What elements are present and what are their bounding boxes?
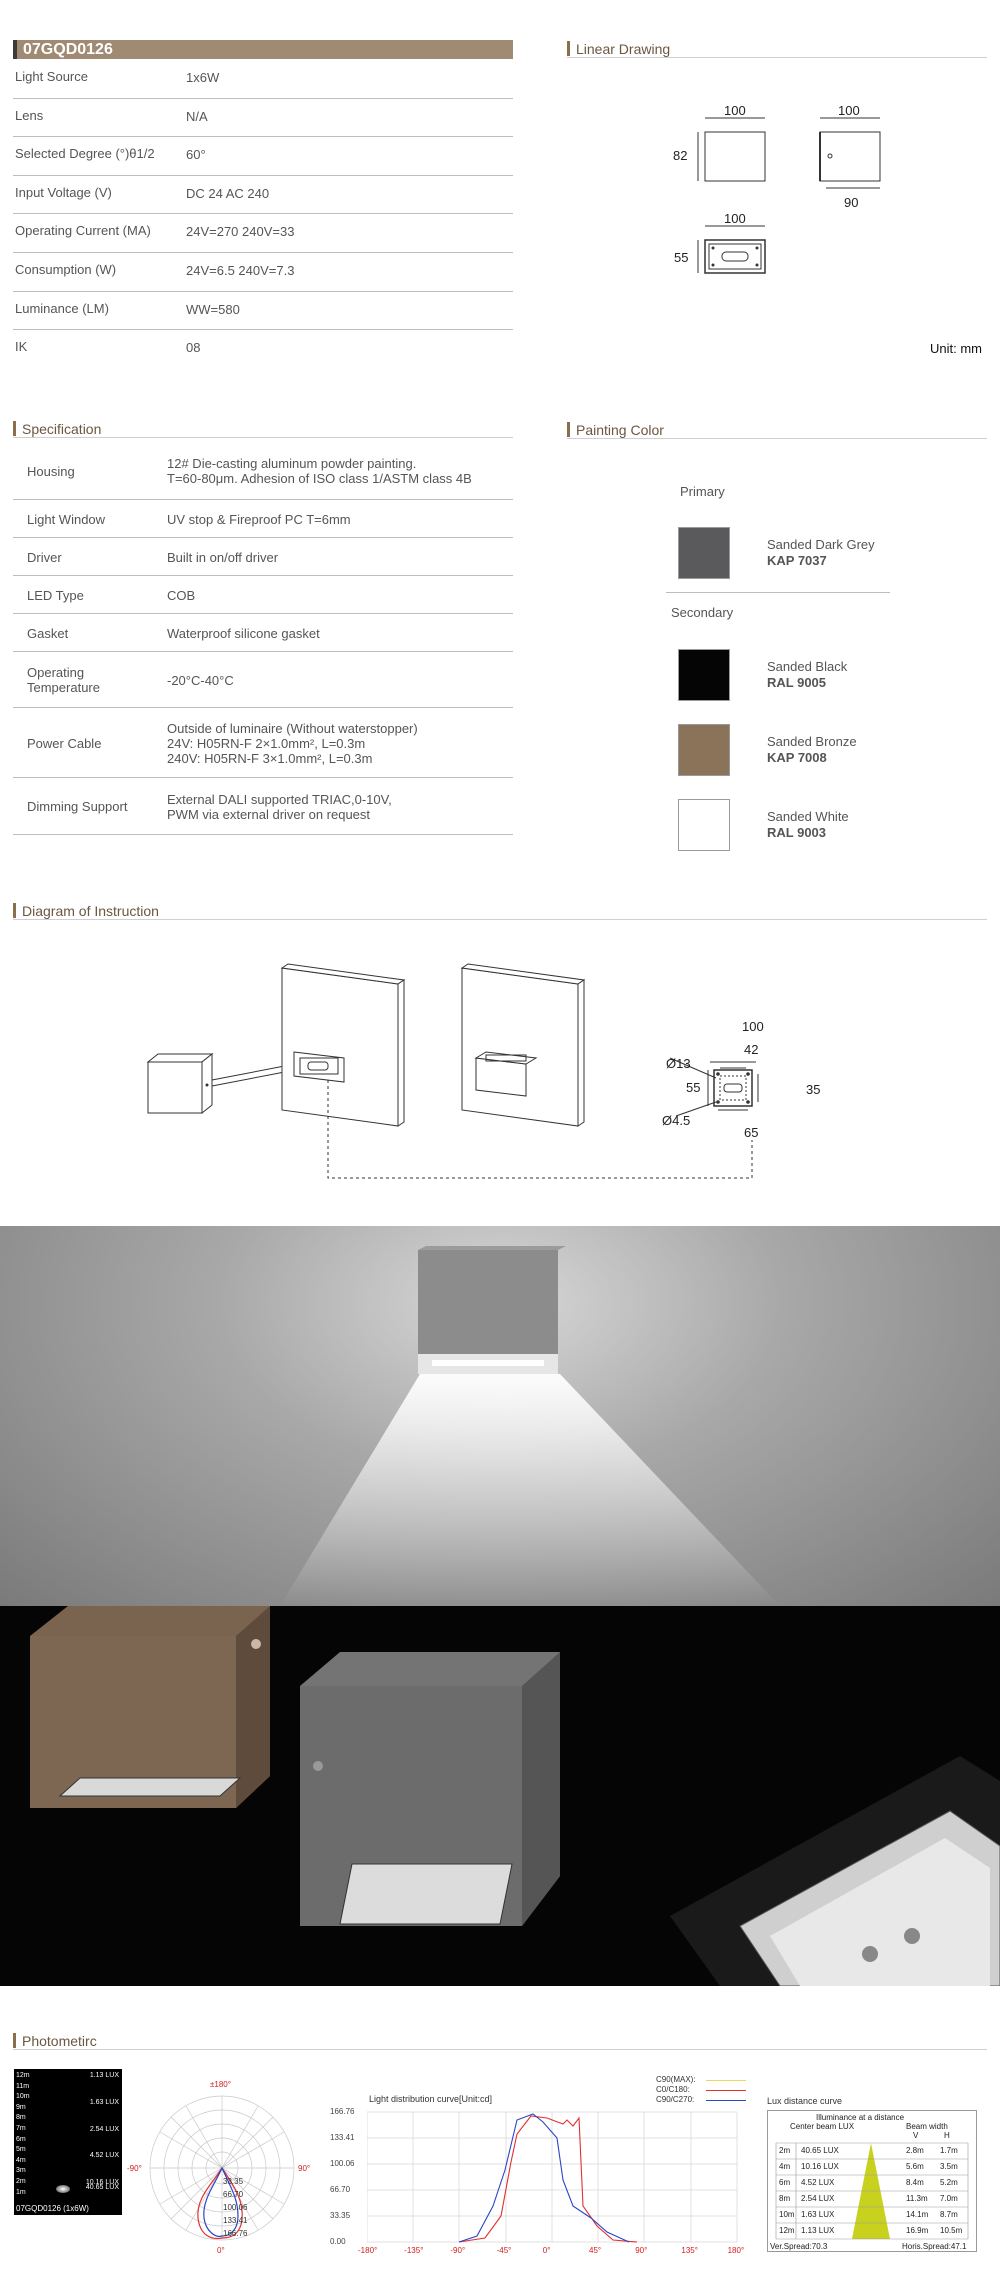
param-row <box>13 99 513 138</box>
param-value: 60° <box>186 147 206 163</box>
lux-dist-cell-lux: 1.13 LUX <box>801 2226 835 2235</box>
spec-value: 12# Die-casting aluminum powder painting. T=60-80μm. Adhesion of ISO class 1/ASTM class 4B <box>167 456 472 486</box>
lux-dist-cell-d: 4m <box>779 2162 791 2171</box>
spec-key: LED Type <box>27 587 84 603</box>
spec-key: Driver <box>27 549 62 565</box>
unit-label: Unit: mm <box>930 341 982 356</box>
lux-value-label: 1.63 LUX <box>89 2099 119 2106</box>
lux-distance-table <box>767 2110 977 2252</box>
color-swatch <box>678 527 730 579</box>
lux-dist-cell-d: 6m <box>779 2178 791 2187</box>
product-photo-wall <box>0 1226 1000 1606</box>
spec-row <box>13 708 513 778</box>
lux-dist-cell-h: 8.7m <box>940 2210 958 2219</box>
spec-key: Power Cable <box>27 735 102 751</box>
polar-right-label: 90° <box>298 2164 311 2173</box>
lux-dist-cell-lux: 4.52 LUX <box>801 2178 835 2187</box>
lux-dist-cell-lux: 10.16 LUX <box>801 2162 839 2171</box>
lux-dist-cell-h: 3.5m <box>940 2162 958 2171</box>
spec-value: -20°C-40°C <box>167 672 234 688</box>
lux-distance-label: 10m <box>16 2093 30 2101</box>
lux-dist-cell-v: 2.8m <box>906 2146 924 2155</box>
color-swatch <box>678 799 730 851</box>
curve-y-tick: 100.06 <box>330 2159 355 2168</box>
lux-dist-cell-d: 8m <box>779 2194 791 2203</box>
param-key: Luminance (LM) <box>15 300 109 316</box>
lux-dist-cell-h: 1.7m <box>940 2146 958 2155</box>
lux-distance-title: Lux distance curve <box>767 2096 843 2106</box>
spec-value: External DALI supported TRIAC,0-10V, PWM via external driver on request <box>167 791 392 822</box>
lux-light-icon <box>56 2185 70 2193</box>
lux-dist-cell-v: 8.4m <box>906 2178 924 2187</box>
param-row <box>13 253 513 292</box>
lux-dist-cell-v: 5.6m <box>906 2162 924 2171</box>
param-value: 1x6W <box>186 70 220 85</box>
color-name: Sanded White <box>767 809 849 824</box>
lux-value-label: 4.52 LUX <box>89 2152 119 2159</box>
lux-distance-label: 11m <box>16 2082 30 2090</box>
lux-dist-cell-h: 7.0m <box>940 2194 958 2203</box>
lux-value-label: 1.13 LUX <box>89 2072 119 2079</box>
polar-ring-label: 100.06 <box>223 2203 248 2212</box>
spec-key: Operating Temperature <box>27 665 100 695</box>
color-name: Sanded Black <box>767 659 848 674</box>
param-row <box>13 60 513 99</box>
param-key: Operating Current (MA) <box>15 223 151 239</box>
color-divider <box>666 592 890 593</box>
color-swatch <box>678 649 730 701</box>
secondary-label: Secondary <box>671 605 734 620</box>
lux-distance-label: 4m <box>16 2156 26 2164</box>
primary-label: Primary <box>680 484 725 499</box>
lux-dist-cell-d: 10m <box>779 2210 795 2219</box>
param-row <box>13 214 513 253</box>
spec-key: Dimming Support <box>27 799 128 814</box>
dim-bottom-height: 55 <box>674 250 689 265</box>
param-row <box>13 292 513 331</box>
spec-value: UV stop & Fireproof PC T=6mm <box>167 511 351 527</box>
curve-y-tick: 0.00 <box>330 2237 346 2246</box>
inst-dim-width: 100 <box>742 1019 764 1034</box>
color-code: RAL 9003 <box>767 825 827 840</box>
inst-dim-spacing: 65 <box>744 1125 759 1140</box>
param-key: Consumption (W) <box>15 262 117 277</box>
param-key: Input Voltage (V) <box>15 184 112 200</box>
lux-dist-v: V <box>913 2131 919 2140</box>
distribution-curve <box>367 2110 747 2247</box>
spec-row <box>13 652 513 708</box>
lux-value-label: 10.16 LUX <box>85 2179 119 2186</box>
curve-title: Light distribution curve[Unit:cd] <box>369 2094 493 2104</box>
spec-row <box>13 500 513 538</box>
dim-front-width: 100 <box>724 103 746 118</box>
curve-y-tick: 66.70 <box>330 2185 351 2194</box>
instruction-diagram <box>140 960 800 1190</box>
param-value: DC 24 AC 240 <box>186 185 270 201</box>
lux-dist-h: H <box>944 2131 950 2140</box>
curve-legend-line <box>706 2100 746 2101</box>
polar-ring-label: 33.35 <box>223 2177 244 2186</box>
param-key: Light Source <box>15 69 88 84</box>
param-value: 24V=270 240V=33 <box>186 224 295 240</box>
curve-x-tick: 90° <box>635 2246 648 2255</box>
curve-legend-line <box>706 2090 746 2091</box>
param-value: N/A <box>186 108 208 124</box>
spec-value: Built in on/off driver <box>167 549 279 565</box>
painting-color-heading: Painting Color <box>567 421 987 439</box>
linear-drawing <box>660 100 900 280</box>
dim-bottom-width: 100 <box>724 211 746 226</box>
model-title: 07GQD0126 <box>13 40 513 59</box>
lux-dist-cell-d: 2m <box>779 2146 791 2155</box>
curve-legend-line <box>706 2080 746 2081</box>
spec-row <box>13 538 513 576</box>
param-value: WW=580 <box>186 301 240 317</box>
ver-spread: Ver.Spread:70.3 <box>770 2242 828 2251</box>
polar-ring-label: 133.41 <box>223 2216 248 2225</box>
product-photo-dark <box>0 1606 1000 1986</box>
curve-x-tick: -90° <box>450 2246 466 2255</box>
polar-ring-label: 166.76 <box>223 2229 248 2238</box>
dim-front-height: 82 <box>673 148 688 163</box>
spec-key: Gasket <box>27 625 69 641</box>
curve-y-tick: 166.76 <box>330 2107 355 2116</box>
polar-bottom-label: 0° <box>217 2246 225 2255</box>
color-name: Sanded Dark Grey <box>767 537 875 552</box>
param-row <box>13 137 513 176</box>
inst-dim-hole: Ø13 <box>666 1056 691 1071</box>
color-code: KAP 7037 <box>767 553 827 568</box>
color-code: RAL 9005 <box>767 675 827 690</box>
inst-dim-height: 55 <box>686 1080 701 1095</box>
lux-dist-cell-v: 16.9m <box>906 2226 929 2235</box>
param-key: Lens <box>15 107 44 123</box>
curve-x-tick: -180° <box>358 2246 378 2255</box>
polar-left-label: -90° <box>127 2164 142 2173</box>
lux-dist-cell-lux: 1.63 LUX <box>801 2210 835 2219</box>
lux-distance-label: 3m <box>16 2167 26 2175</box>
lux-value-label: 40.65 LUX <box>85 2184 119 2191</box>
lux-distance-label: 12m <box>16 2072 30 2079</box>
param-value: 08 <box>186 340 201 356</box>
spec-row <box>13 614 513 652</box>
spec-value: Outside of luminaire (Without waterstopper) 24V: H05RN-F 2×1.0mm², L=0.3m 240V: H05RN-F 3×1.0mm², L=0.3m <box>167 720 418 766</box>
lux-dist-cell-d: 12m <box>779 2226 795 2235</box>
spec-value: COB <box>167 587 196 603</box>
lux-value-label: 2.54 LUX <box>89 2126 119 2133</box>
param-row <box>13 176 513 215</box>
lux-distance-label: 7m <box>16 2125 26 2132</box>
photometric-heading: Photometirc <box>13 2032 987 2050</box>
instruction-heading: Diagram of Instruction <box>13 902 987 920</box>
spec-value: Waterproof silicone gasket <box>167 625 320 641</box>
spec-row <box>13 442 513 500</box>
inst-dim-screw: Ø4.5 <box>662 1113 691 1128</box>
lux-dist-cell-lux: 2.54 LUX <box>801 2194 835 2203</box>
hor-spread: Horis.Spread:47.1 <box>902 2242 967 2251</box>
lux-chart-label: 07GQD0126 (1x6W) <box>16 2204 89 2213</box>
lux-dist-cell-h: 5.2m <box>940 2178 958 2187</box>
param-key: Selected Degree (°)θ1/2 <box>15 146 155 162</box>
spec-key: Light Window <box>27 511 106 527</box>
polar-chart <box>142 2088 302 2248</box>
curve-x-tick: 180° <box>727 2246 745 2255</box>
lux-distance-label: 8m <box>16 2114 26 2122</box>
curve-x-tick: -45° <box>496 2246 512 2255</box>
curve-y-tick: 133.41 <box>330 2133 355 2142</box>
lux-distance-label: 9m <box>16 2103 26 2111</box>
spec-row <box>13 778 513 835</box>
inst-dim-side: 35 <box>806 1082 821 1097</box>
param-key: IK <box>15 339 28 355</box>
curve-legend-label: C0/C180: <box>656 2085 690 2094</box>
curve-x-tick: 45° <box>589 2246 602 2255</box>
linear-drawing-heading: Linear Drawing <box>567 40 987 58</box>
curve-x-tick: 135° <box>681 2246 698 2255</box>
lux-distance-label: 6m <box>16 2135 26 2143</box>
curve-x-tick: -135° <box>404 2246 424 2255</box>
param-row <box>13 330 513 369</box>
color-code: KAP 7008 <box>767 750 827 765</box>
specification-heading: Specification <box>13 420 513 438</box>
polar-ring-label: 66.70 <box>223 2190 244 2199</box>
lux-distance-label: 2m <box>16 2178 26 2185</box>
curve-x-tick: 0° <box>542 2246 551 2255</box>
polar-top-label: ±180° <box>210 2080 231 2089</box>
lux-dist-cell-lux: 40.65 LUX <box>801 2146 839 2155</box>
color-swatch <box>678 724 730 776</box>
lux-distance-label: 5m <box>16 2146 26 2154</box>
lux-dist-cell-h: 10.5m <box>940 2226 963 2235</box>
curve-legend-label: C90/C270: <box>656 2095 695 2104</box>
dim-side-depth: 90 <box>844 195 859 210</box>
spec-row <box>13 576 513 614</box>
lux-cone-chart <box>14 2069 122 2215</box>
spec-key: Housing <box>27 463 75 479</box>
curve-y-tick: 33.35 <box>330 2211 351 2220</box>
param-value: 24V=6.5 240V=7.3 <box>186 263 295 278</box>
lux-dist-col1: Center beam LUX <box>790 2122 855 2131</box>
dim-side-width: 100 <box>838 103 860 118</box>
color-name: Sanded Bronze <box>767 734 857 749</box>
lux-dist-col2: Beam width <box>906 2122 948 2131</box>
lux-dist-cell-v: 11.3m <box>906 2194 928 2203</box>
lux-dist-header: Illuminance at a distance <box>816 2113 905 2122</box>
curve-legend-label: C90(MAX): <box>656 2075 696 2084</box>
lux-distance-label: 1m <box>16 2188 26 2196</box>
inst-dim-inner: 42 <box>744 1042 759 1057</box>
lux-dist-cell-v: 14.1m <box>906 2210 929 2219</box>
